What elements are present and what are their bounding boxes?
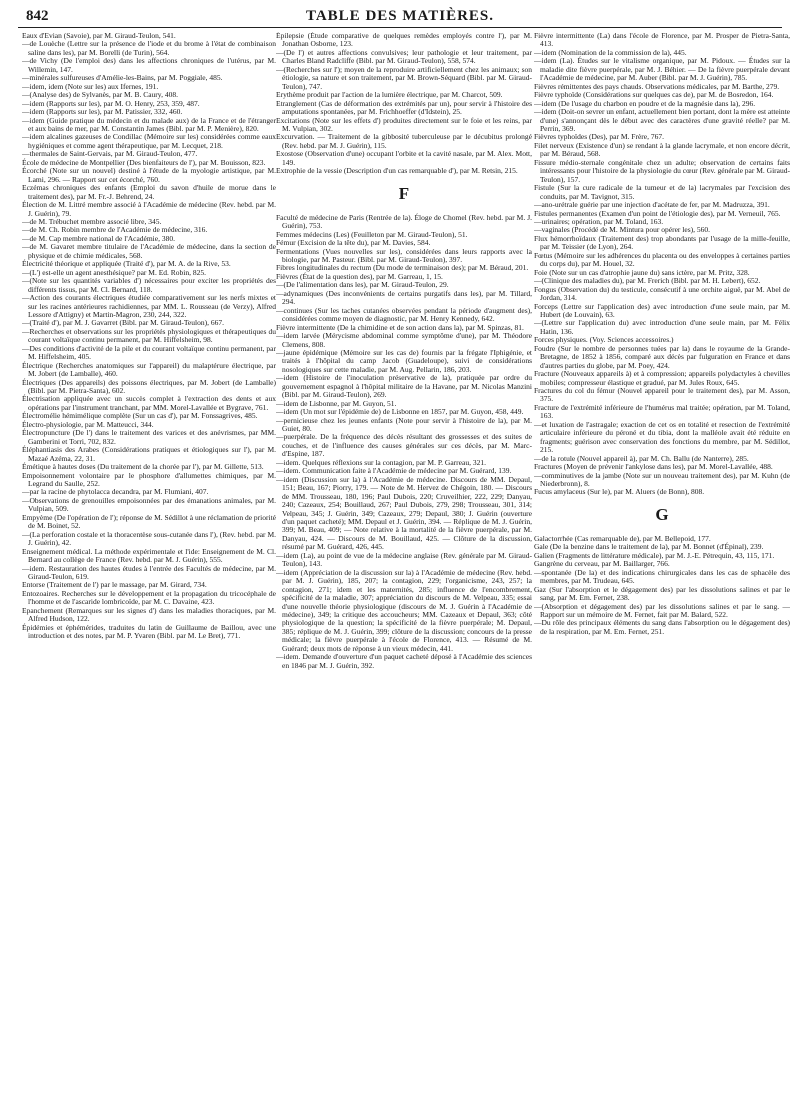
index-entry: —idem. Communication faite à l'Académie de médecine par M. Guérard, 139. — [276, 466, 512, 476]
index-entry: Erythème produit par l'action de la lumière électrique, par M. Charcot, 509. — [276, 90, 503, 100]
index-entry: —idem (La). Études sur le vitalisme organique, par M. Pidoux. — Études sur la maladie dite fièvre puerpérale, par M. J. Béhier. — De la fièvre puerpérale devant l'Académie de médecine, par M. Auber (Bibl. par M. J. Guérin), 785. — [534, 56, 790, 83]
index-entry: Excurvation. — Traitement de la gibbosité tuberculeuse par le décubitus prolongé (Rev. hebd. par M. J. Guérin), 115. — [276, 132, 532, 150]
index-entry: Fièvres typhoïdes (Des), par M. Frère, 767. — [534, 132, 664, 142]
index-entry: —idem (Discussion sur la) à l'Académie de médecine. Discours de MM. Depaul, 151; Beau, 167; Piorry, 179. — Note de M. Hervez de Chégoin, 180. — Discours de MM. Trousseau, 180, 196; Paul Dubois, 220; Cruveilhier, 222, 229; Danyau, 240; Cazeaux, 254; Bouillaud, 267; Paul Dubois, 279, 298; Trousseau, 301, 314; Velpeau, 345; J. Guérin, 349; Cazeaux, 279; Depaul, 380; J. Guérin (ouverture d'un paquet cacheté); MM. Depaul et J. Guérin, 394. — Réplique de M. J. Guérin, 399; M. Beau, 409; — Note relative à la mortalité de la fièvre puerpérale, par M. Danyau, 424. — Discours de M. Bouillaud, 425. — Clôture de la discussion, résumé par M. Guérard, 426, 445. — [276, 474, 532, 552]
index-entry: Électropuncture (De l') dans le traitement des varices et des anévrismes, par MM. Gamberini et Torri, 702, 832. — [22, 428, 276, 446]
index-entry: Électrisation appliquée avec un succès complet à l'extraction des dents et aux opérations par l'instrument tranchant, par MM. Morel-Lavallée et Bygrave, 761. — [22, 394, 276, 412]
index-entry: —pernicieuse chez les jeunes enfants (Note pour servir à l'histoire de la), par M. Guiet, 80. — [276, 415, 532, 434]
index-entry: —idem. Restauration des hautes études à l'entrée des Facultés de médecine, par M. Giraud-Teulon, 619. — [22, 563, 276, 581]
index-entry: Forceps (Lettre sur l'application des) avec introduction d'une seule main, par M. Hubert (de Louvain), 63. — [534, 301, 790, 319]
index-entry: —Recherches et observations sur les propriétés physiologiques et thérapeutiques du courant voltaïque continu permanent, par M. Hiffelsheim, 98. — [22, 326, 276, 345]
index-entry: —comminutives de la jambe (Note sur un nouveau traitement des), par M. Kuhn (de Niederbronn), 8. — [534, 470, 790, 489]
index-entry: —idem. Demande d'ouverture d'un paquet cacheté déposé à l'Académie des sciences en 1846 par M. J. Guérin, 392. — [276, 652, 532, 670]
index-entry: Fistules permanentes (Examen d'un point de l'étiologie des), par M. Verneuil, 765. — [534, 208, 781, 218]
index-entry: Empoisonnement volontaire par le phosphore d'allumettes chimiques, par M. Legrand du Saulle, 252. — [22, 470, 276, 489]
index-entry: —urinaires; opération, par M. Toland, 163. — [534, 216, 664, 226]
index-entry: —ano-urétrale guérie par une injection d'acétate de fer, par M. Madruzza, 391. — [534, 200, 770, 210]
index-entry: —idem alcalines gazeuses de Condillac (Mémoire sur les) considérées comme eaux hygiéniques et comme agent thérapeutique, par M. Lecquet, 218. — [22, 132, 276, 150]
index-entry: —de M. Cap membre national de l'Académie, 380. — [22, 233, 175, 243]
index-entry: Électriques (Des appareils) des poissons électriques, par M. Jobert (de Lamballe) (Bibl. par M. Pietra-Santa), 602. — [22, 377, 276, 396]
index-entry: Fractures (Moyen de prévenir l'ankylose dans les), par M. Morel-Lavallée, 488. — [534, 462, 773, 472]
header-rule — [18, 27, 782, 28]
index-entry: —(L') est-elle un agent anesthésique? par M. Ed. Robin, 825. — [22, 267, 207, 277]
page-number: 842 — [26, 8, 49, 24]
index-entry: —idem (Rapports sur les), par M. Patissier, 332, 460. — [22, 107, 183, 117]
index-entry: Excitations (Note sur les effets d') produites directement sur le foie et les reins, par M. Vulpian, 302. — [276, 115, 532, 133]
index-entry: —Observations de grenouilles empoisonnées par des émanations animales, par M. Vulpian, 509. — [22, 495, 276, 514]
index-entry: —Du rôle des principaux éléments du sang dans l'absorption ou le dégagement des) de la respiration, par M. Em. Fernet, 251. — [534, 618, 790, 636]
index-entry: Gale (De la benzine dans le traitement de la), par M. Bonnet (d'Épinal), 239. — [534, 542, 764, 552]
index-entry: Eczémas chroniques des enfants (Emploi du savon d'huile de morue dans le traitement des), par M. Fr.-J. Behrend, 24. — [22, 183, 276, 201]
index-entry: Epanchement (Remarques sur les signes d') dans les maladies thoraciques, par M. Alfred Hudson, 122. — [22, 605, 276, 624]
index-entry: Fièvre typhoïde (Considérations sur quelques cas de), par M. de Bosredon, 164. — [534, 90, 774, 100]
index-entry: —idem (Doit-on sevrer un enfant, actuellement bien portant, dont la mère est atteinte d'une) s'annonçant dès le début avec des caractères d'une gravité réelle? par M. Perrin, 369. — [534, 107, 790, 133]
index-entry: —vaginales (Procédé de M. Mintura pour opérer les), 560. — [534, 225, 710, 235]
index-entry: —idem (Guide pratique du médecin et du malade aux) de la France et de l'étranger et aux bains de mer, par M. Constantin James (Bibl. par M. P. Menière), 820. — [22, 115, 276, 133]
index-entry: Fermentations (Vues nouvelles sur les), considérées dans leurs rapports avec la biologie, par M. Pasteur. (Bibl. par M. Giraud-Teulon), 397. — [276, 246, 532, 264]
index-entry: —idem (Histoire de l'inoculation préservative de la), pratiquée par ordre du gouvernement espagnol à l'hôpital militaire de la Havane, par M. Nicolas Manzini (Bibl. par M. Giraud-Teulon), 269. — [276, 373, 532, 400]
index-entry: —idem (Rapports sur les), par M. O. Henry, 253, 359, 487. — [22, 98, 200, 108]
index-entry: Électricité théorique et appliquée (Traité d'), par M. A. de la Rive, 53. — [22, 259, 231, 269]
index-entry: —de M. Gavaret membre titulaire de l'Académie de médecine, dans la section de physique et de chimie médicales, 568. — [22, 242, 276, 260]
page-title: TABLE DES MATIÈRES. — [305, 8, 495, 24]
index-entry: —idem (Nomination de la commission de la), 445. — [534, 47, 687, 57]
index-entry: —(De l'alimentation dans les), par M. Giraud-Teulon, 29. — [276, 280, 449, 290]
index-entry: Fissure médio-sternale congénitale chez un adulte; observation de certains faits intéressants pour l'histoire de la physiologie du cœur (Rev. générale par M. Giraud-Teulon), 157. — [534, 157, 790, 184]
index-entry: —de M. Ch. Robin membre de l'Académie de médecine, 316. — [22, 225, 208, 235]
index-entry: Etranglement (Cas de déformation des extrémités par un), pour servir à l'histoire des amputations spontanées, par M. Frichhoeffer (d'Idstein), 25. — [276, 98, 532, 117]
section-letter: G — [655, 504, 669, 524]
page-header — [18, 6, 782, 28]
index-entry: —continues (Sur les taches cutanées observées pendant la période d'augment des), considérées comme moyen de diagnostic, par M. Henry Kennedy, 642. — [276, 305, 532, 324]
index-entry: Forces physiques. (Voy. Sciences accessoires.) — [534, 335, 674, 345]
index-entry: —(De l') et autres affections convulsives; leur pathologie et leur traitement, par Charles Bland Radcliffe (Bibl. par M. Giraud-Teulon), 558, 574. — [276, 47, 532, 66]
index-entry: Fièvres rémittentes des pays chauds. Observations médicales, par M. Barthe, 279. — [534, 81, 780, 91]
index-entry: Fièvre intermittente (La) dans l'école de Florence, par M. Prosper de Pietra-Santa, 413. — [534, 32, 790, 49]
index-entry: Galien (Fragments de littérature médicale), par M. J.-E. Pétrequin, 43, 115, 171. — [534, 550, 775, 560]
index-entry: Fièvres (État de la question des), par M. Garreau, 1, 15. — [276, 271, 443, 281]
index-entry: Éléphantiasis des Arabes (Considérations pratiques et étiologiques sur l'), par M. Mazaé Azéma, 22, 31. — [22, 445, 276, 463]
index-column-1 — [22, 32, 276, 1102]
index-entry: Fucus amylaceus (Sur le), par M. Aluers (de Bonn), 808. — [534, 487, 705, 497]
index-entry: Entorse (Traitement de l') par le massage, par M. Girard, 734. — [22, 580, 207, 590]
index-entry: Fœtus (Mémoire sur les adhérences du placenta ou des enveloppes à certaines parties du corps du), par M. Houel, 32. — [534, 250, 790, 269]
index-entry: Électrique (Recherches anatomiques sur l'appareil) du malaptérure électrique, par M. Jobert (de Lamballe), 460. — [22, 360, 276, 379]
index-entry: Émétique à hautes doses (Du traitement de la chorée par l'), par M. Gillette, 513. — [22, 462, 264, 472]
index-entry: —(La perforation costale et la thoracentèse sous-cutanée dans l'), (Rev. hebd. par M. J. Guérin), 42. — [22, 529, 276, 548]
index-entry: Fongus (Observation du) du testicule, consécutif à une orchite aiguë, par M. Abel de Jordan, 314. — [534, 284, 790, 303]
index-entry: —idem (Appréciation de la discussion sur la) à l'Académie de médecine (Rev. hebd. par M. J. Guérin), 185, 207; la contagion, 229; l'organicisme, 243, 257; la contagion, 271; idem et les maternités, 285; influence de l'encombrement, spécificité de la maladie, 307; appréciation du discours de M. Velpeau, 335; essai d'une nouvelle théorie physiologique (discours de M. J. Guérin à l'Académie de médecine), 349; la critique des accoucheurs; MM. Cazeaux et Depaul, 363; côté physiologique de la question; la spécificité de la fièvre puerpérale; M. Depaul, 385; réplique de M. J. Guérin, 399; clôture de la discussion; concours de la presse médicale; la fièvre puerpérale à l'école de Florence, 413. — Résumé de M. Guérard; deux mots de réponse à un vieux médecin, 441. — [276, 567, 532, 653]
index-entry: Femmes médecins (Les) (Feuilleton par M. Giraud-Teulon), 51. — [276, 229, 468, 239]
index-entry: Fractures du col du fémur (Nouvel appareil pour le traitement des), par M. Asson, 375. — [534, 386, 790, 404]
index-entry: —de Vichy (De l'emploi des) dans les affections chroniques de l'utérus, par M. Willemin, 147. — [22, 56, 276, 74]
index-entry: Électro-physiologie, par M. Matteucci, 344. — [22, 419, 154, 429]
index-entry: Fracture de l'extrémité inférieure de l'humérus mal traitée; opération, par M. Toland, 163. — [534, 402, 790, 421]
index-entry: —de M. Trébuchet membre associé libre, 345. — [22, 216, 162, 226]
index-entry: Entozoaires. Recherches sur le développement et la propagation du tricocéphale de l'homme et de l'ascaride lombricoïde, par M. C. Davaine, 423. — [22, 588, 276, 607]
index-entry: —et luxation de l'astragale; exaction de cet os en totalité et resection de l'extrémité articulaire inférieure du péroné et du tibia, dont la malléole avait été réduite en fragments; guérison avec conservation des fonctions du membre, par M. Sédillot, 215. — [534, 419, 790, 455]
index-entry: —(Absorption et dégagement des) par les dissolutions salines et par le sang. — Rapport sur un mémoire de M. Fernet, fait par M. Balard, 522. — [534, 601, 790, 619]
index-entry: Fièvre intermittente (De la chimidine et de son action dans la), par M. Spinzas, 81. — [276, 322, 524, 332]
index-entry: —Action des courants électriques étudiée comparativement sur les nerfs mixtes et sur les racines antérieures rachidiennes, par MM. L. Rousseau (de Verzy), Alfred Lessore d'Attigny) et Martin-Magron, 230, 244, 322. — [22, 293, 276, 319]
index-entry: —idem (La), au point de vue de la médecine anglaise (Rev. générale par M. Giraud-Teulon), 143. — [276, 550, 532, 569]
index-entry: —idem (De l'usage du charbon en poudre et de la magnésie dans la), 296. — [534, 98, 756, 108]
index-column-2 — [276, 32, 532, 1102]
index-entry: —minérales sulfureuses d'Amélie-les-Bains, par M. Poggiale, 485. — [22, 73, 223, 83]
index-entry: —(Recherches sur l'); moyen de la reproduire artificiellement chez les animaux; son étiologie, sa nature et son traitement, par M. Brown-Séquard (Bibl. par M. Giraud-Teulon), 747. — [276, 64, 532, 91]
section-letter: F — [398, 183, 410, 203]
index-entry: Écorché (Note sur un nouvel) destiné à l'étude de la myologie artistique, par M. Lami, 296. — Rapport sur cet écorché, 760. — [22, 166, 276, 184]
index-entry: —par la racine de phytolacca decandra, par M. Flumiani, 407. — [22, 487, 209, 497]
index-entry: Fibres longitudinales du rectum (Du mode de terminaison des); par M. Béraud, 201. — [276, 263, 529, 273]
index-entry: —jaune épidémique (Mémoire sur les cas de) fournis par la frégate l'Iphigénie, et traités à l'hôpital du camp Jacob (Guadeloupe), suivi de considérations nosologiques sur cette maladie, par M. Aug. Pellarin, 186, 203. — [276, 347, 532, 374]
index-entry: —idem (Un mot sur l'épidémie de) de Lisbonne en 1857, par M. Guyon, 458, 449. — [276, 407, 524, 417]
index-entry: —idem larvée (Mérycisme abdominal comme symptôme d'une), par M. Théodore Clemens, 808. — [276, 331, 532, 349]
index-entry: —(Analyse des) de Sylvanès, par M. B. Caury, 408. — [22, 90, 178, 100]
index-entry: Galactorrhée (Cas remarquable de), par M. Bellepoid, 177. — [534, 533, 711, 543]
index-entry: Foie (Note sur un cas d'atrophie jaune du) sans ictère, par M. Pritz, 328. — [534, 267, 750, 277]
index-entry: —de la rotule (Nouvel appareil à), par M. Ch. Ballu (de Nanterre), 285. — [534, 453, 749, 463]
index-entry: Fistule (Sur la cure radicale de la tumeur et de la) lacrymales par l'excision des conduits, par M. Tavignot, 315. — [534, 183, 790, 201]
index-entry: —puerpérale. De la fréquence des décès résultant des grossesses et des suites de couches, et de l'influence des causes générales sur ces décès, par M. Marc-d'Espine, 187. — [276, 432, 532, 459]
index-entry: —de Louèche (Lettre sur la présence de l'iode et du brome à l'état de combinaison saline dans les), par M. Borelli (de Turin), 564. — [22, 39, 276, 57]
index-entry: Enseignement médical. La méthode expérimentale et l'ide: Enseignement de M. Cl. Bernard au collège de France (Rev. hebd. par M. J. Guérin), 555. — [22, 546, 276, 565]
index-entry: —idem de Lisbonne, par M. Guyon, 51. — [276, 398, 397, 408]
index-entry: —(Clinique des maladies du), par M. Frerich (Bibl. par M. H. Lebert), 652. — [534, 276, 761, 286]
index-entry: Foudre (Sur le nombre de personnes tuées par la) dans le royaume de la Grande-Bretagne, de 1852 à 1856, comparé aux décès par fulguration en France et dans d'autres parties du globe, par M. Poey, 424. — [534, 343, 790, 370]
index-entry: —adynamiques (Des inconvénients de certains purgatifs dans les), par M. Tillard, 294. — [276, 288, 532, 307]
index-entry: —idem. Quelques réflexions sur la contagion, par M. P. Garreau, 321. — [276, 457, 486, 467]
index-entry: Électromélie hémimélique complète (Sur un cas d'), par M. Fonssagrives, 485. — [22, 411, 258, 421]
index-entry: —thermales de Saint-Gervais, par M. Giraud-Teulon, 477. — [22, 149, 198, 159]
index-entry: École de médecine de Montpellier (Des bienfaiteurs de l'), par M. Bouisson, 823. — [22, 157, 266, 167]
index-entry: Exostose (Observation d'une) occupant l'orbite et la cavité nasale, par M. Alex. Mott, 149. — [276, 149, 532, 167]
index-entry: —Des conditions d'activité de la pile et du courant voltaïque continu permanent, par M. Hiffelsheim, 405. — [22, 343, 276, 362]
index-entry: Empyème (De l'opération de l'); réponse de M. Sédillot à une réclamation de priorité de M. Boinet, 52. — [22, 512, 276, 531]
index-entry: —(Lettre sur l'application du) avec introduction d'une seule main, par M. Félix Hatin, 136. — [534, 318, 790, 336]
index-entry: —idem, idem (Note sur les) aux Ifernes, 191. — [22, 81, 159, 91]
index-entry: Élection de M. Littré membre associé à l'Académie de médecine (Rev. hebd. par M. J. Guérin), 79. — [22, 200, 276, 218]
index-column-3 — [534, 32, 790, 1102]
index-entry: —spontanée (De la) et des indications chirurgicales dans les cas de sphacèle des membres, par M. Trudeau, 645. — [534, 567, 790, 586]
index-entry: Épidémies et éphémérides, traduites du latin de Guillaume de Baillou, avec une introduction et des notes, par M. P. Yvaren (Bibl. par M. Le Bret), 771. — [22, 622, 276, 641]
index-entry: Gaz (Sur l'absorption et le dégagement des) par les dissolutions salines et par le sang, par M. Em. Fernet, 238. — [534, 584, 790, 603]
index-entry: Épilepsie (Étude comparative de quelques remèdes employés contre l'), par M. Jonathan Osborne, 123. — [276, 32, 532, 49]
index-entry: Filet nerveux (Existence d'un) se rendant à la glande lacrymale, et non encore décrit, par M. Béraud, 568. — [534, 140, 790, 159]
index-entry: —(Traité d'), par M. J. Gavarret (Bibl. par M. Giraud-Teulon), 667. — [22, 318, 224, 328]
index-entry: Flux hémorrhoïdaux (Traitement des) trop abondants par l'usage de la mille-feuille, par M. Teissier (de Lyon), 264. — [534, 233, 790, 252]
index-entry: Eaux d'Evian (Savoie), par M. Giraud-Teulon, 541. — [22, 32, 176, 40]
index-entry: Faculté de médecine de Paris (Rentrée de la). Éloge de Chomel (Rev. hebd. par M. J. Guérin), 753. — [276, 212, 532, 231]
index-entry: Extrophie de la vessie (Description d'un cas remarquable d'), par M. Retsin, 215. — [276, 166, 518, 176]
index-entry: Gangrène du cerveau, par M. Baillarger, 766. — [534, 559, 670, 569]
index-entry: Fracture (Nouveaux appareils à) et à compression; appareils polydactyles à chevilles mobiles; compresseur élastique et gradué, par M. Jules Roux, 645. — [534, 369, 790, 387]
index-entry: Fémur (Excision de la tête du), par M. Davies, 584. — [276, 238, 431, 248]
index-entry: —(Note sur les quantités variables d') nécessaires pour exciter les propriétés des différents tissus, par M. Cl. Bernard, 118. — [22, 276, 276, 294]
